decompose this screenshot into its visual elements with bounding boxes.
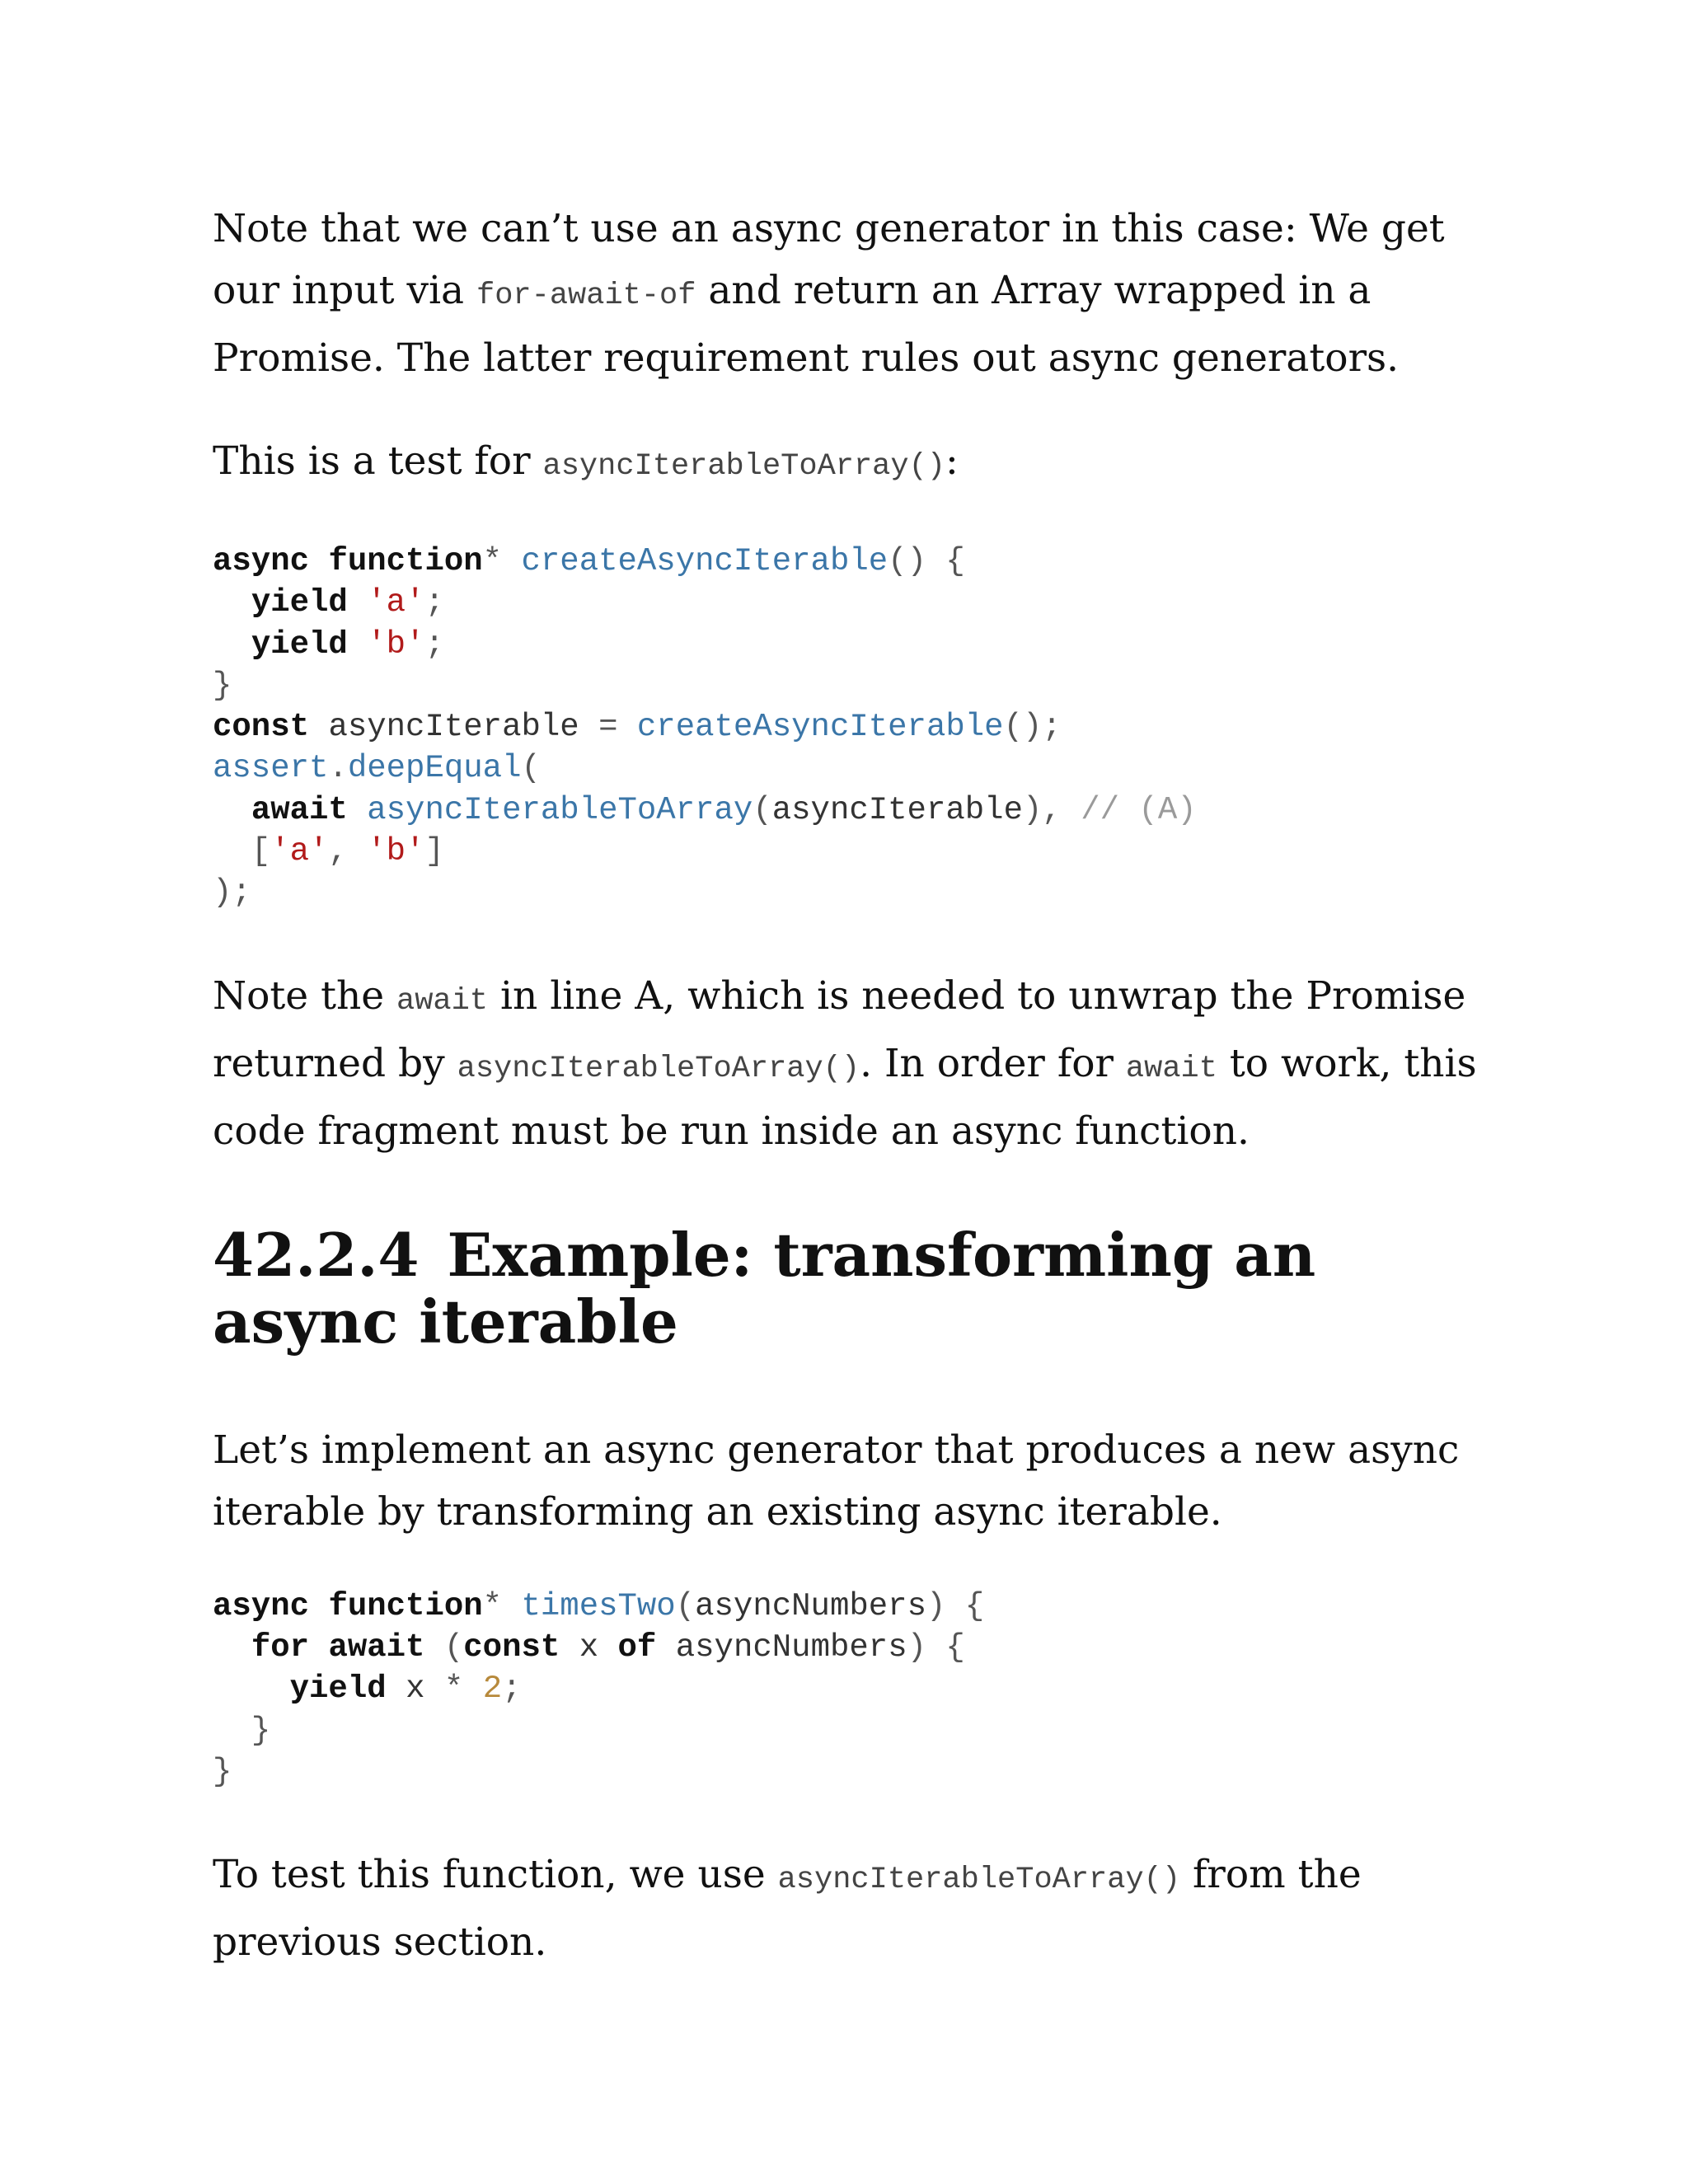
section-title: Example: transforming an async iterable xyxy=(213,1219,1316,1357)
inline-code: for-await-of xyxy=(476,279,696,313)
keyword: yield xyxy=(251,626,348,663)
paragraph-test-function xyxy=(213,1844,1482,1973)
function-name: createAsyncIterable xyxy=(521,543,889,579)
string-literal: 'b' xyxy=(367,833,425,870)
inline-code: await xyxy=(1125,1051,1217,1086)
inline-code: asyncIterableToArray() xyxy=(777,1863,1181,1898)
parameter: asyncNumbers xyxy=(675,1629,907,1666)
paragraph-transform-intro: Let’s implement an async generator that produces a new async iterable by transforming an existing async iterable. xyxy=(213,1427,1460,1535)
inline-code: asyncIterableToArray() xyxy=(457,1051,860,1086)
text: and return an Array wrapped in a Promise. The latter requirement rules out async generators. xyxy=(213,268,1400,381)
code-block-timestwo: async function* timesTwo(asyncNumbers) { for await (const x of asyncNumbers) { yield x * 2; } } xyxy=(213,1587,985,1790)
string-literal: 'b' xyxy=(367,626,425,663)
keyword: async xyxy=(213,543,310,579)
section-heading xyxy=(213,1221,1482,1355)
text: to work, this code fragment must be run inside an async function. xyxy=(213,1040,1477,1154)
text: in line A, which is needed to unwrap the Promise returned by xyxy=(213,972,1466,1086)
paragraph-test-intro xyxy=(213,430,1482,498)
function-name: asyncIterableToArray xyxy=(367,791,753,828)
keyword: yield xyxy=(251,584,348,621)
keyword: await xyxy=(251,791,348,828)
keyword: function xyxy=(328,543,483,579)
keyword: for xyxy=(251,1629,310,1666)
punctuation: * xyxy=(482,1587,503,1624)
keyword: const xyxy=(463,1629,560,1666)
variable: asyncIterable xyxy=(771,791,1023,828)
variable: x xyxy=(579,1629,599,1666)
inline-code: await xyxy=(396,983,489,1019)
keyword: async xyxy=(213,1587,310,1624)
text: Note that we can’t use an async generator in this case: We get our input via xyxy=(213,206,1445,313)
punctuation: * xyxy=(482,543,503,579)
keyword: yield xyxy=(289,1671,387,1708)
keyword: await xyxy=(328,1629,425,1666)
parameter: asyncNumbers xyxy=(695,1587,926,1624)
page-content xyxy=(213,198,1482,1973)
text: . In order for xyxy=(860,1040,1126,1086)
code-block-test: async function* createAsyncIterable() { yield 'a'; yield 'b'; } const asyncIterable = createAsyncIterable(); assert.deepEqual( await asyncIterableToArray(asyncIterable), // (A) ['a', 'b'] ); xyxy=(213,543,1197,912)
code-comment: // (A) xyxy=(1081,791,1197,828)
text: To test this function, we use xyxy=(213,1852,778,1898)
function-name: timesTwo xyxy=(521,1587,676,1624)
function-name: assert xyxy=(213,750,329,787)
function-name: createAsyncIterable xyxy=(636,709,1004,746)
number-literal: 2 xyxy=(482,1671,503,1708)
string-literal: 'a' xyxy=(270,833,329,870)
paragraph-await-note xyxy=(213,965,1482,1162)
keyword: const xyxy=(213,709,310,746)
inline-code: asyncIterableToArray() xyxy=(542,449,945,484)
keyword: function xyxy=(328,1587,483,1624)
string-literal: 'a' xyxy=(367,584,425,621)
paragraph-async-generator-note xyxy=(213,198,1482,389)
variable: asyncIterable xyxy=(328,709,579,746)
text: from the previous section. xyxy=(213,1852,1362,1966)
variable: x xyxy=(406,1671,425,1708)
section-number: 42.2.4 xyxy=(213,1219,420,1290)
function-name: deepEqual xyxy=(347,750,522,787)
text: Note the xyxy=(213,972,396,1019)
text: : xyxy=(945,438,959,484)
text: This is a test for xyxy=(213,438,543,484)
keyword: of xyxy=(617,1629,657,1666)
